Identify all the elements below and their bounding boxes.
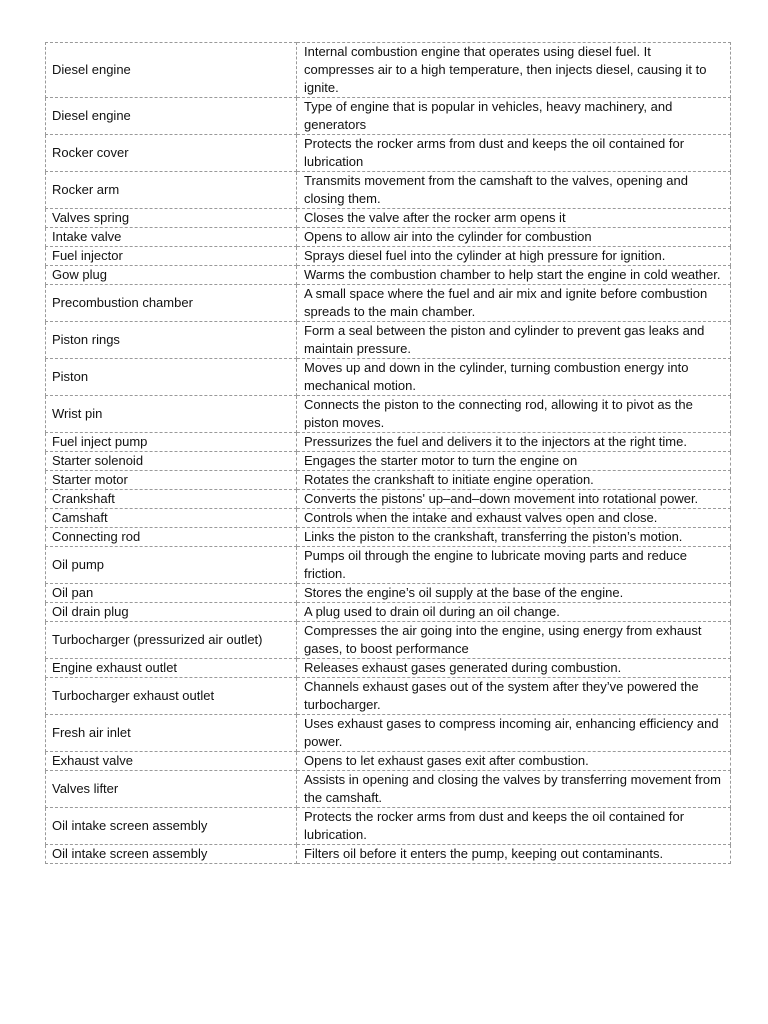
- part-name-cell: Diesel engine: [46, 43, 297, 98]
- part-description-cell: Releases exhaust gases generated during combustion.: [297, 659, 731, 678]
- part-description-cell: Links the piston to the crankshaft, transferring the piston’s motion.: [297, 528, 731, 547]
- part-description-cell: Internal combustion engine that operates using diesel fuel. It compresses air to a high temperature, then injects diesel, causing it to ignite.: [297, 43, 731, 98]
- part-description-cell: Protects the rocker arms from dust and keeps the oil contained for lubrication.: [297, 808, 731, 845]
- part-name-cell: Diesel engine: [46, 98, 297, 135]
- part-description-cell: Controls when the intake and exhaust valves open and close.: [297, 509, 731, 528]
- table-row: [46, 752, 731, 771]
- part-description-cell: Moves up and down in the cylinder, turning combustion energy into mechanical motion.: [297, 359, 731, 396]
- part-description-cell: Pressurizes the fuel and delivers it to the injectors at the right time.: [297, 433, 731, 452]
- table-row: [46, 172, 731, 209]
- part-name-cell: Wrist pin: [46, 396, 297, 433]
- engine-parts-table-body: [46, 43, 731, 864]
- part-name-cell: Piston rings: [46, 322, 297, 359]
- table-row: [46, 209, 731, 228]
- part-description-cell: Uses exhaust gases to compress incoming air, enhancing efficiency and power.: [297, 715, 731, 752]
- table-row: [46, 43, 731, 98]
- part-description-cell: Filters oil before it enters the pump, keeping out contaminants.: [297, 845, 731, 864]
- part-name-cell: Crankshaft: [46, 490, 297, 509]
- table-row: [46, 622, 731, 659]
- part-name-cell: Oil intake screen assembly: [46, 845, 297, 864]
- part-name-cell: Fuel inject pump: [46, 433, 297, 452]
- part-description-cell: Connects the piston to the connecting rod, allowing it to pivot as the piston moves.: [297, 396, 731, 433]
- part-description-cell: A small space where the fuel and air mix and ignite before combustion spreads to the main chamber.: [297, 285, 731, 322]
- part-name-cell: Fuel injector: [46, 247, 297, 266]
- part-name-cell: Oil intake screen assembly: [46, 808, 297, 845]
- part-name-cell: Fresh air inlet: [46, 715, 297, 752]
- part-name-cell: Oil drain plug: [46, 603, 297, 622]
- part-name-cell: Engine exhaust outlet: [46, 659, 297, 678]
- table-row: [46, 452, 731, 471]
- table-row: [46, 433, 731, 452]
- part-name-cell: Rocker arm: [46, 172, 297, 209]
- part-name-cell: Turbocharger exhaust outlet: [46, 678, 297, 715]
- part-description-cell: Engages the starter motor to turn the engine on: [297, 452, 731, 471]
- part-name-cell: Starter solenoid: [46, 452, 297, 471]
- engine-parts-table: [45, 42, 731, 864]
- part-description-cell: Form a seal between the piston and cylinder to prevent gas leaks and maintain pressure.: [297, 322, 731, 359]
- table-row: [46, 359, 731, 396]
- part-description-cell: Opens to allow air into the cylinder for combustion: [297, 228, 731, 247]
- table-row: [46, 771, 731, 808]
- table-row: [46, 322, 731, 359]
- part-description-cell: Type of engine that is popular in vehicles, heavy machinery, and generators: [297, 98, 731, 135]
- table-row: [46, 528, 731, 547]
- table-row: [46, 659, 731, 678]
- part-name-cell: Camshaft: [46, 509, 297, 528]
- part-description-cell: Warms the combustion chamber to help start the engine in cold weather.: [297, 266, 731, 285]
- part-name-cell: Turbocharger (pressurized air outlet): [46, 622, 297, 659]
- table-row: [46, 98, 731, 135]
- part-name-cell: Intake valve: [46, 228, 297, 247]
- part-description-cell: Stores the engine’s oil supply at the base of the engine.: [297, 584, 731, 603]
- table-row: [46, 266, 731, 285]
- table-row: [46, 845, 731, 864]
- part-name-cell: Connecting rod: [46, 528, 297, 547]
- part-description-cell: Sprays diesel fuel into the cylinder at high pressure for ignition.: [297, 247, 731, 266]
- part-name-cell: Rocker cover: [46, 135, 297, 172]
- part-description-cell: A plug used to drain oil during an oil change.: [297, 603, 731, 622]
- part-name-cell: Valves spring: [46, 209, 297, 228]
- part-description-cell: Pumps oil through the engine to lubricate moving parts and reduce friction.: [297, 547, 731, 584]
- table-row: [46, 490, 731, 509]
- table-row: [46, 509, 731, 528]
- table-row: [46, 135, 731, 172]
- table-row: [46, 678, 731, 715]
- part-name-cell: Exhaust valve: [46, 752, 297, 771]
- part-description-cell: Rotates the crankshaft to initiate engine operation.: [297, 471, 731, 490]
- table-row: [46, 584, 731, 603]
- table-row: [46, 547, 731, 584]
- part-description-cell: Transmits movement from the camshaft to the valves, opening and closing them.: [297, 172, 731, 209]
- part-description-cell: Channels exhaust gases out of the system after they’ve powered the turbocharger.: [297, 678, 731, 715]
- part-description-cell: Protects the rocker arms from dust and keeps the oil contained for lubrication: [297, 135, 731, 172]
- part-description-cell: Assists in opening and closing the valves by transferring movement from the camshaft.: [297, 771, 731, 808]
- part-name-cell: Oil pan: [46, 584, 297, 603]
- table-row: [46, 715, 731, 752]
- part-name-cell: Gow plug: [46, 266, 297, 285]
- table-row: [46, 285, 731, 322]
- table-row: [46, 228, 731, 247]
- part-name-cell: Oil pump: [46, 547, 297, 584]
- table-row: [46, 808, 731, 845]
- part-name-cell: Valves lifter: [46, 771, 297, 808]
- table-row: [46, 247, 731, 266]
- part-description-cell: Compresses the air going into the engine, using energy from exhaust gases, to boost performance: [297, 622, 731, 659]
- part-description-cell: Closes the valve after the rocker arm opens it: [297, 209, 731, 228]
- part-description-cell: Converts the pistons' up–and–down movement into rotational power.: [297, 490, 731, 509]
- part-name-cell: Starter motor: [46, 471, 297, 490]
- table-row: [46, 603, 731, 622]
- table-row: [46, 471, 731, 490]
- part-name-cell: Piston: [46, 359, 297, 396]
- table-row: [46, 396, 731, 433]
- part-description-cell: Opens to let exhaust gases exit after combustion.: [297, 752, 731, 771]
- part-name-cell: Precombustion chamber: [46, 285, 297, 322]
